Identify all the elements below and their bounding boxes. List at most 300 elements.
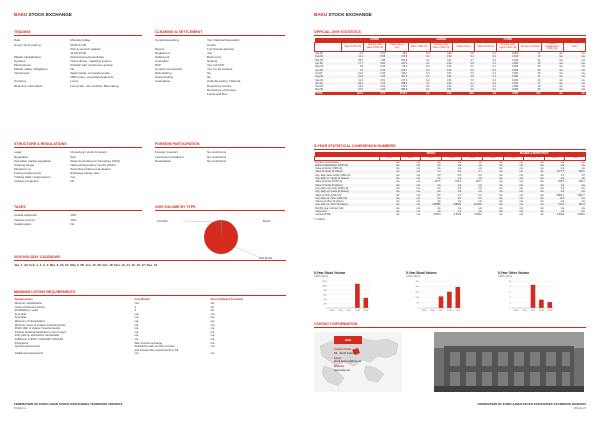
- table-cell: 0.8574: [433, 213, 441, 217]
- table-cell: 0.77: [364, 92, 386, 95]
- sub-header-cell: [315, 42, 342, 51]
- table-cell: TOTAL: [315, 92, 342, 95]
- mini-chart-unit: (USD million): [314, 275, 329, 278]
- x-tick-label: 2008: [354, 310, 360, 312]
- table-cell: 0.01: [446, 71, 452, 75]
- table-cell: Free float: [14, 316, 27, 320]
- section-title: CONTACT INFORMATION: [314, 322, 586, 328]
- kv-value: State Committee for Securities (SCS): [70, 158, 120, 163]
- table-cell: and annual other requirements in full: [134, 348, 179, 352]
- group-other: OTHER: [475, 38, 542, 42]
- table-cell: Fully paid up shares/free transferable: [14, 334, 60, 338]
- table-cell: n/a: [581, 52, 585, 56]
- table-cell: 4.0: [470, 85, 474, 89]
- footer-title: FEDERATION OF EURO-ASIAN STOCK EXCHANGES YEARBOOK 2009/2010: [14, 402, 123, 406]
- table-cell: 14: [519, 75, 541, 78]
- table-cell: n/a: [483, 203, 504, 206]
- table-cell: n/a: [400, 184, 421, 187]
- x-tick-label: 2009: [547, 310, 553, 312]
- table-cell: n/a: [416, 206, 420, 210]
- table-cell: 0.01: [430, 69, 452, 72]
- comparison-table: [314, 152, 586, 216]
- kv-row: [14, 84, 142, 88]
- kv-value: Depository Centre,: [207, 83, 233, 88]
- table-cell: n/a: [421, 177, 442, 180]
- group-shares-derivatives: SHARES & DERIVATIVES: [483, 152, 586, 156]
- mini-chart: [406, 271, 492, 317]
- table-cell: n/a: [421, 184, 442, 187]
- page-footer: [14, 402, 122, 410]
- table-cell: n/a: [210, 327, 215, 331]
- sub-header-cell: Trade volume (mil): [386, 42, 408, 51]
- table-cell: 17: [519, 82, 541, 85]
- table-cell: 0.24: [380, 65, 386, 69]
- col-head: Requirements: [14, 298, 33, 302]
- table-cell: 0.0: [421, 197, 442, 200]
- table-cell: 0.05: [380, 52, 386, 56]
- kv-key: Clearing house: [14, 162, 35, 167]
- table-cell: n/a: [519, 173, 523, 177]
- contact-value[interactable]: jamil.kelsov@bse.az: [334, 359, 362, 364]
- table-cell: 408.6: [386, 82, 408, 85]
- kv-key: Investment limitations: [155, 154, 184, 159]
- kv-row: [14, 222, 142, 226]
- trading-rows: [14, 38, 142, 87]
- table-cell: n/a: [210, 352, 215, 356]
- kv-key: Repatriation: [155, 158, 172, 163]
- table-cell: n/a: [540, 180, 544, 184]
- table-cell: n/a: [210, 338, 215, 342]
- mini-chart-svg: [406, 278, 492, 314]
- kv-value: Depository of Pension: [207, 87, 237, 92]
- table-cell: Avg. daily val. other (USD mil): [315, 197, 380, 200]
- kv-row: [155, 92, 285, 96]
- table-cell: n/a: [560, 200, 565, 204]
- table-cell: 0.01: [430, 92, 452, 95]
- table-cell: n/a: [483, 164, 504, 167]
- table-cell: 39.5: [358, 58, 363, 62]
- table-cell: 0.009: [512, 78, 519, 82]
- table-cell: n/a: [560, 206, 565, 210]
- kv-value: No: [207, 71, 211, 76]
- table-cell: 2.8: [470, 52, 474, 56]
- kv-key: Foreign investors: [155, 150, 179, 155]
- table-cell: n/a: [503, 210, 524, 213]
- table-cell: n/a: [581, 71, 585, 75]
- table-cell: 19: [537, 85, 541, 89]
- table-cell: n/a: [416, 173, 420, 177]
- table-cell: n/a: [581, 85, 585, 89]
- table-cell: n/a: [380, 184, 401, 187]
- table-note: * in million: [314, 217, 325, 221]
- mini-chart-svg: [498, 278, 584, 314]
- bar-2009: [363, 298, 368, 308]
- table-cell: 0.1: [475, 88, 497, 91]
- table-cell: Monthly avg. turnover ratio: [315, 206, 344, 210]
- table-cell: 0.8: [441, 170, 462, 173]
- table-cell: n/a: [541, 88, 563, 91]
- x-tick-label: 2007: [530, 310, 536, 312]
- table-cell: 0.3: [426, 85, 430, 89]
- table-cell: 12.5: [358, 85, 363, 89]
- kv-key: Date: [14, 38, 21, 43]
- table-cell: n/a: [380, 203, 401, 206]
- table-cell: n/a: [581, 78, 585, 82]
- table-cell: n/a: [519, 186, 523, 190]
- structure-section: [14, 142, 142, 183]
- table-cell: Feb-09: [315, 55, 342, 58]
- y-tick-label: 250: [415, 280, 419, 283]
- kv-value: Yes, for all markets: [207, 67, 233, 72]
- sub-header-cell: Average daily value (USD mil): [497, 42, 519, 51]
- section-title: STRUCTURE & REGULATIONS: [14, 142, 142, 148]
- kv-value: 11:00-16:00: [70, 50, 87, 55]
- section-title: TAXES: [14, 205, 142, 211]
- table-cell: 0.01: [430, 82, 452, 85]
- table-cell: 0.51: [380, 78, 386, 82]
- table-cell: 4.8: [359, 65, 363, 69]
- x-tick-label: 2009: [455, 310, 461, 312]
- kv-key: Interest income: [14, 217, 35, 222]
- table-cell: 194.7: [342, 92, 364, 95]
- table-cell: Yes: [134, 302, 139, 306]
- table-cell: n/a: [503, 164, 524, 167]
- table-cell: n/a: [134, 320, 139, 324]
- table-cell: n/a: [210, 316, 215, 320]
- table-cell: 10.6: [358, 71, 363, 75]
- table-cell: n/a: [396, 160, 400, 164]
- table-cell: 213300: [462, 203, 483, 206]
- table-cell: Nov-09: [315, 85, 324, 89]
- table-cell: n/a: [437, 160, 441, 164]
- bar-2007: [531, 285, 536, 308]
- sub-header-cell: Index: [563, 42, 585, 51]
- table-cell: n/a: [134, 316, 139, 320]
- table-cell: 0.1: [475, 75, 497, 78]
- table-cell: 150.6: [455, 180, 462, 184]
- table-cell: n/a: [396, 213, 400, 217]
- x-tick-label: 2008: [446, 310, 452, 312]
- col-first-market: First Market: [134, 298, 150, 302]
- table-cell: 0.0: [457, 173, 462, 177]
- kv-key: Stock lending: [155, 75, 174, 80]
- table-cell: Profitability in years: [14, 309, 39, 313]
- table-cell: 0.8: [560, 186, 565, 190]
- table-cell: 27.6: [342, 88, 364, 91]
- table-cell: n/a: [416, 213, 420, 217]
- table-cell: 21: [537, 78, 541, 82]
- table-cell: Free float: [14, 312, 27, 316]
- table-cell: 0.01: [446, 85, 452, 89]
- table-cell: n/a: [462, 164, 483, 167]
- x-tick-label: 2009: [363, 310, 369, 312]
- table-cell: 0.010: [497, 55, 519, 58]
- sub-header-cell: Value (USD mil): [408, 42, 430, 51]
- y-tick-label: 50: [416, 302, 419, 305]
- table-cell: n/a: [134, 338, 139, 342]
- kv-key: Central depository: [155, 38, 180, 43]
- kv-key: Period: [155, 46, 164, 51]
- table-cell: n/a: [498, 200, 503, 204]
- x-tick-label: 2005: [329, 310, 335, 312]
- year-header-cell: 2009: [462, 156, 483, 160]
- table-cell: n/a: [503, 177, 524, 180]
- table-cell: n/a: [565, 164, 586, 167]
- table-cell: 734.9: [544, 203, 565, 206]
- table-cell: n/a: [400, 197, 421, 200]
- table-cell: 0.1: [408, 75, 430, 78]
- official-stats-table: [314, 38, 586, 95]
- table-cell: n/a: [544, 190, 565, 193]
- table-cell: n/a: [540, 160, 544, 164]
- table-cell: Positive dividend distribution in last 3 years: [14, 330, 67, 334]
- y-tick-label: 4: [509, 297, 511, 299]
- kv-value: CBN notes, repo/share/warrants: [70, 75, 114, 80]
- table-cell: 3.6: [470, 78, 474, 82]
- table-cell: n/a: [519, 213, 523, 217]
- contact-item: [334, 348, 394, 355]
- table-cell: No: [210, 305, 215, 309]
- table-cell: Value of other (USD mil): [315, 193, 342, 197]
- table-cell: Special requirements: [14, 345, 41, 349]
- table-cell: n/a: [540, 173, 544, 177]
- clearing-section: [155, 30, 285, 96]
- table-cell: Minimum of shareholders: [14, 320, 45, 324]
- table-cell: Public offer of shares, financial results: [14, 327, 61, 331]
- kv-key: Real time information: [14, 83, 43, 88]
- kv-value: Funds and Res: [207, 91, 228, 96]
- table-cell: n/a: [134, 323, 139, 327]
- table-cell: n/a: [396, 167, 400, 171]
- table-cell: 384.8: [386, 88, 408, 91]
- foreign-section: [155, 142, 285, 163]
- y-tick-label: 800: [323, 289, 327, 292]
- table-cell: 15.4: [402, 52, 408, 56]
- table-cell: 8.6: [437, 193, 441, 197]
- kv-key: Currency: [14, 79, 27, 84]
- table-cell: n/a: [400, 210, 421, 213]
- table-cell: Avg. daily value stocks (USD mil): [315, 173, 351, 177]
- table-cell: 1.8: [581, 173, 585, 177]
- table-cell: n/a: [524, 164, 545, 167]
- table-cell: n/a: [541, 75, 563, 78]
- table-cell: 3: [134, 305, 136, 309]
- table-cell: 174.3: [401, 85, 408, 89]
- sub-header-cell: Trade volume: [452, 42, 474, 51]
- table-cell: n/a: [544, 177, 565, 180]
- table-cell: n/a: [503, 203, 524, 206]
- table-cell: n/a: [565, 190, 586, 193]
- table-cell: n/a: [581, 58, 585, 62]
- y-tick-label: 100: [415, 297, 419, 299]
- section-title: 2009 VOLUME BY TYPE: [155, 205, 285, 211]
- table-cell: Value of stocks (USD mil): [315, 167, 343, 171]
- kv-key: Capital gains: [14, 221, 32, 226]
- table-cell: n/a: [540, 186, 544, 190]
- table-cell: 0.3: [426, 71, 430, 75]
- table-cell: n/a: [396, 193, 400, 197]
- table-cell: 0.8010: [453, 213, 462, 217]
- table-cell: n/a: [441, 190, 462, 193]
- year-header-cell: 2008: [544, 156, 565, 160]
- table-cell: Prospectus: [14, 341, 29, 345]
- table-cell: n/a: [524, 203, 545, 206]
- mini-chart-title: 5-Year Other Volume: [498, 271, 530, 275]
- table-cell: Value of bonds (# shares): [315, 184, 380, 187]
- table-cell: n/a: [380, 197, 401, 200]
- kv-key: Market capitalization: [14, 54, 42, 59]
- holiday-section: [14, 255, 286, 268]
- x-tick-label: 2008: [538, 310, 544, 312]
- table-cell: 0.1: [408, 82, 430, 85]
- kv-value: Local: [70, 79, 78, 84]
- table-cell: 11.3: [358, 78, 363, 82]
- table-cell: n/a: [581, 206, 585, 210]
- table-cell: 5.0: [565, 197, 586, 200]
- contact-label: Website: [334, 365, 344, 369]
- kv-value: No: [70, 179, 75, 184]
- kv-value: Yes, National Depository: [207, 38, 240, 43]
- table-cell: n/a: [457, 167, 462, 171]
- section-title: MINIMUM LISTING REQUIREMENTS: [14, 290, 286, 296]
- table-cell: n/a: [563, 69, 585, 72]
- kv-key: Market maker obligations: [14, 67, 48, 72]
- table-cell: 157.4: [401, 78, 408, 82]
- table-cell: Fulfillment of IFRS / USGAAP/ CSGAAP: [14, 338, 64, 342]
- kv-value: Periodic call, continuous auction: [70, 63, 114, 68]
- kv-value: Nothing: [207, 58, 218, 63]
- table-cell: n/a: [503, 190, 524, 193]
- kv-key: Hours: Floor-pairing: [14, 42, 41, 47]
- table-cell: n/a: [498, 160, 503, 164]
- table-cell: n/a: [503, 170, 524, 173]
- table-cell: n/a: [437, 206, 441, 210]
- minimum-listing-section: [14, 290, 286, 356]
- table-cell: n/a: [544, 184, 565, 187]
- table-cell: n/a: [565, 210, 586, 213]
- table-cell: SEC & stock exchange: [134, 341, 162, 345]
- page-header: [14, 12, 72, 18]
- kv-value: 10%: [70, 213, 77, 218]
- y-tick-label: 1200: [322, 280, 327, 283]
- table-cell: n/a: [563, 75, 585, 78]
- table-cell: 3.1: [457, 193, 462, 197]
- table-cell: Satisfaction with security of issuer: [134, 345, 175, 349]
- table-cell: 0.006: [497, 92, 519, 95]
- table-cell: n/a: [541, 82, 563, 85]
- sub-header-cell: Value (USD mil): [342, 42, 364, 51]
- table-cell: n/a: [396, 206, 400, 210]
- table-cell: 0.4: [408, 55, 430, 58]
- year-header-cell: 2007: [524, 156, 545, 160]
- holiday-list: Jan. 1, 20; Feb. 1, 2, 3, 4; Mar. 8, 20, 21; May 9, 28; Jun. 15, 26; Oct. 18; Nov. 12, 14, 15, 16, 17; Dec. 31: [14, 263, 158, 268]
- table-cell: n/a: [210, 341, 215, 345]
- year-header-cell: 2006: [400, 156, 421, 160]
- foreign-rows: [155, 150, 285, 162]
- kv-key: Settlement: [155, 54, 170, 59]
- pie-label-bonds: 99% Bonds: [259, 257, 273, 261]
- table-cell: 3.7: [470, 58, 474, 62]
- section-title: CLEARING & SETTLEMENT: [155, 30, 285, 36]
- table-cell: 0.2: [426, 65, 430, 69]
- table-cell: n/a: [519, 193, 523, 197]
- table-cell: n/a: [396, 180, 400, 184]
- bar-2009: [455, 287, 460, 308]
- table-cell: 4.4: [421, 170, 442, 173]
- table-cell: n/a: [421, 210, 442, 213]
- table-cell: n/a: [400, 164, 421, 167]
- table-cell: 0.80: [364, 62, 386, 65]
- table-cell: n/a: [462, 177, 483, 180]
- table-cell: Mar-09: [315, 58, 323, 62]
- table-cell: n/a: [441, 210, 462, 213]
- table-cell: 0.01: [446, 78, 452, 82]
- table-cell: n/a: [498, 193, 503, 197]
- table-cell: n/a: [134, 334, 139, 338]
- table-cell: 29.3: [342, 82, 364, 85]
- kv-key: Investor protection: [14, 179, 39, 184]
- table-cell: 0.01: [446, 65, 452, 69]
- table-cell: 218804: [441, 203, 462, 206]
- kv-value: No: [70, 221, 75, 226]
- table-cell: n/a: [483, 190, 504, 193]
- kv-value: Price/volume/quote/index: [70, 54, 104, 59]
- table-cell: 0.7: [462, 170, 483, 173]
- table-cell: n/a: [416, 160, 420, 164]
- table-cell: n/a: [421, 190, 442, 193]
- table-cell: 107.5: [434, 180, 441, 184]
- table-cell: 0.006: [497, 62, 519, 65]
- table-cell: n/a: [559, 65, 563, 69]
- exchange-name-accent: BAKU: [14, 12, 28, 17]
- official-stats-section: [314, 30, 586, 95]
- table-cell: 0.0: [437, 173, 441, 177]
- table-cell: 0.00: [446, 52, 452, 56]
- table-cell: 0.014: [497, 82, 519, 85]
- table-cell: n/a: [478, 200, 482, 204]
- comparison-section: [314, 144, 586, 222]
- y-tick-label: 0: [509, 307, 511, 310]
- table-cell: 20: [537, 65, 541, 69]
- table-cell: n/a: [540, 213, 544, 217]
- table-cell: n/a: [416, 167, 420, 171]
- table-cell: 125.2: [578, 180, 585, 184]
- table-cell: 0.02: [430, 55, 452, 58]
- table-cell: Jul-09: [315, 71, 322, 75]
- table-cell: n/a: [437, 200, 441, 204]
- contact-body: [314, 330, 586, 394]
- kv-key: Capital dividends: [14, 213, 37, 218]
- table-cell: n/a: [396, 173, 400, 177]
- table-cell: 65.1: [402, 65, 408, 69]
- y-tick-label: 200: [415, 286, 419, 289]
- kv-value: National Depository Centre (NDC): [70, 162, 116, 167]
- table-cell: 0.1: [492, 65, 496, 69]
- table-cell: n/a: [524, 184, 545, 187]
- table-cell: 2713.1: [386, 92, 408, 95]
- table-cell: n/a: [462, 190, 483, 193]
- table-cell: n/a: [541, 92, 563, 95]
- contact-value[interactable]: www.bse.az: [334, 367, 351, 372]
- y-tick-label: 6: [509, 291, 511, 294]
- y-tick-label: 2: [509, 302, 511, 305]
- kv-value: Exchange listing rules: [70, 170, 100, 175]
- table-cell: 0.005: [512, 85, 519, 89]
- table-cell: n/a: [416, 186, 420, 190]
- table-cell: 0.0: [475, 69, 497, 72]
- table-cell: 42.6: [452, 92, 474, 95]
- table-cell: n/a: [559, 78, 563, 82]
